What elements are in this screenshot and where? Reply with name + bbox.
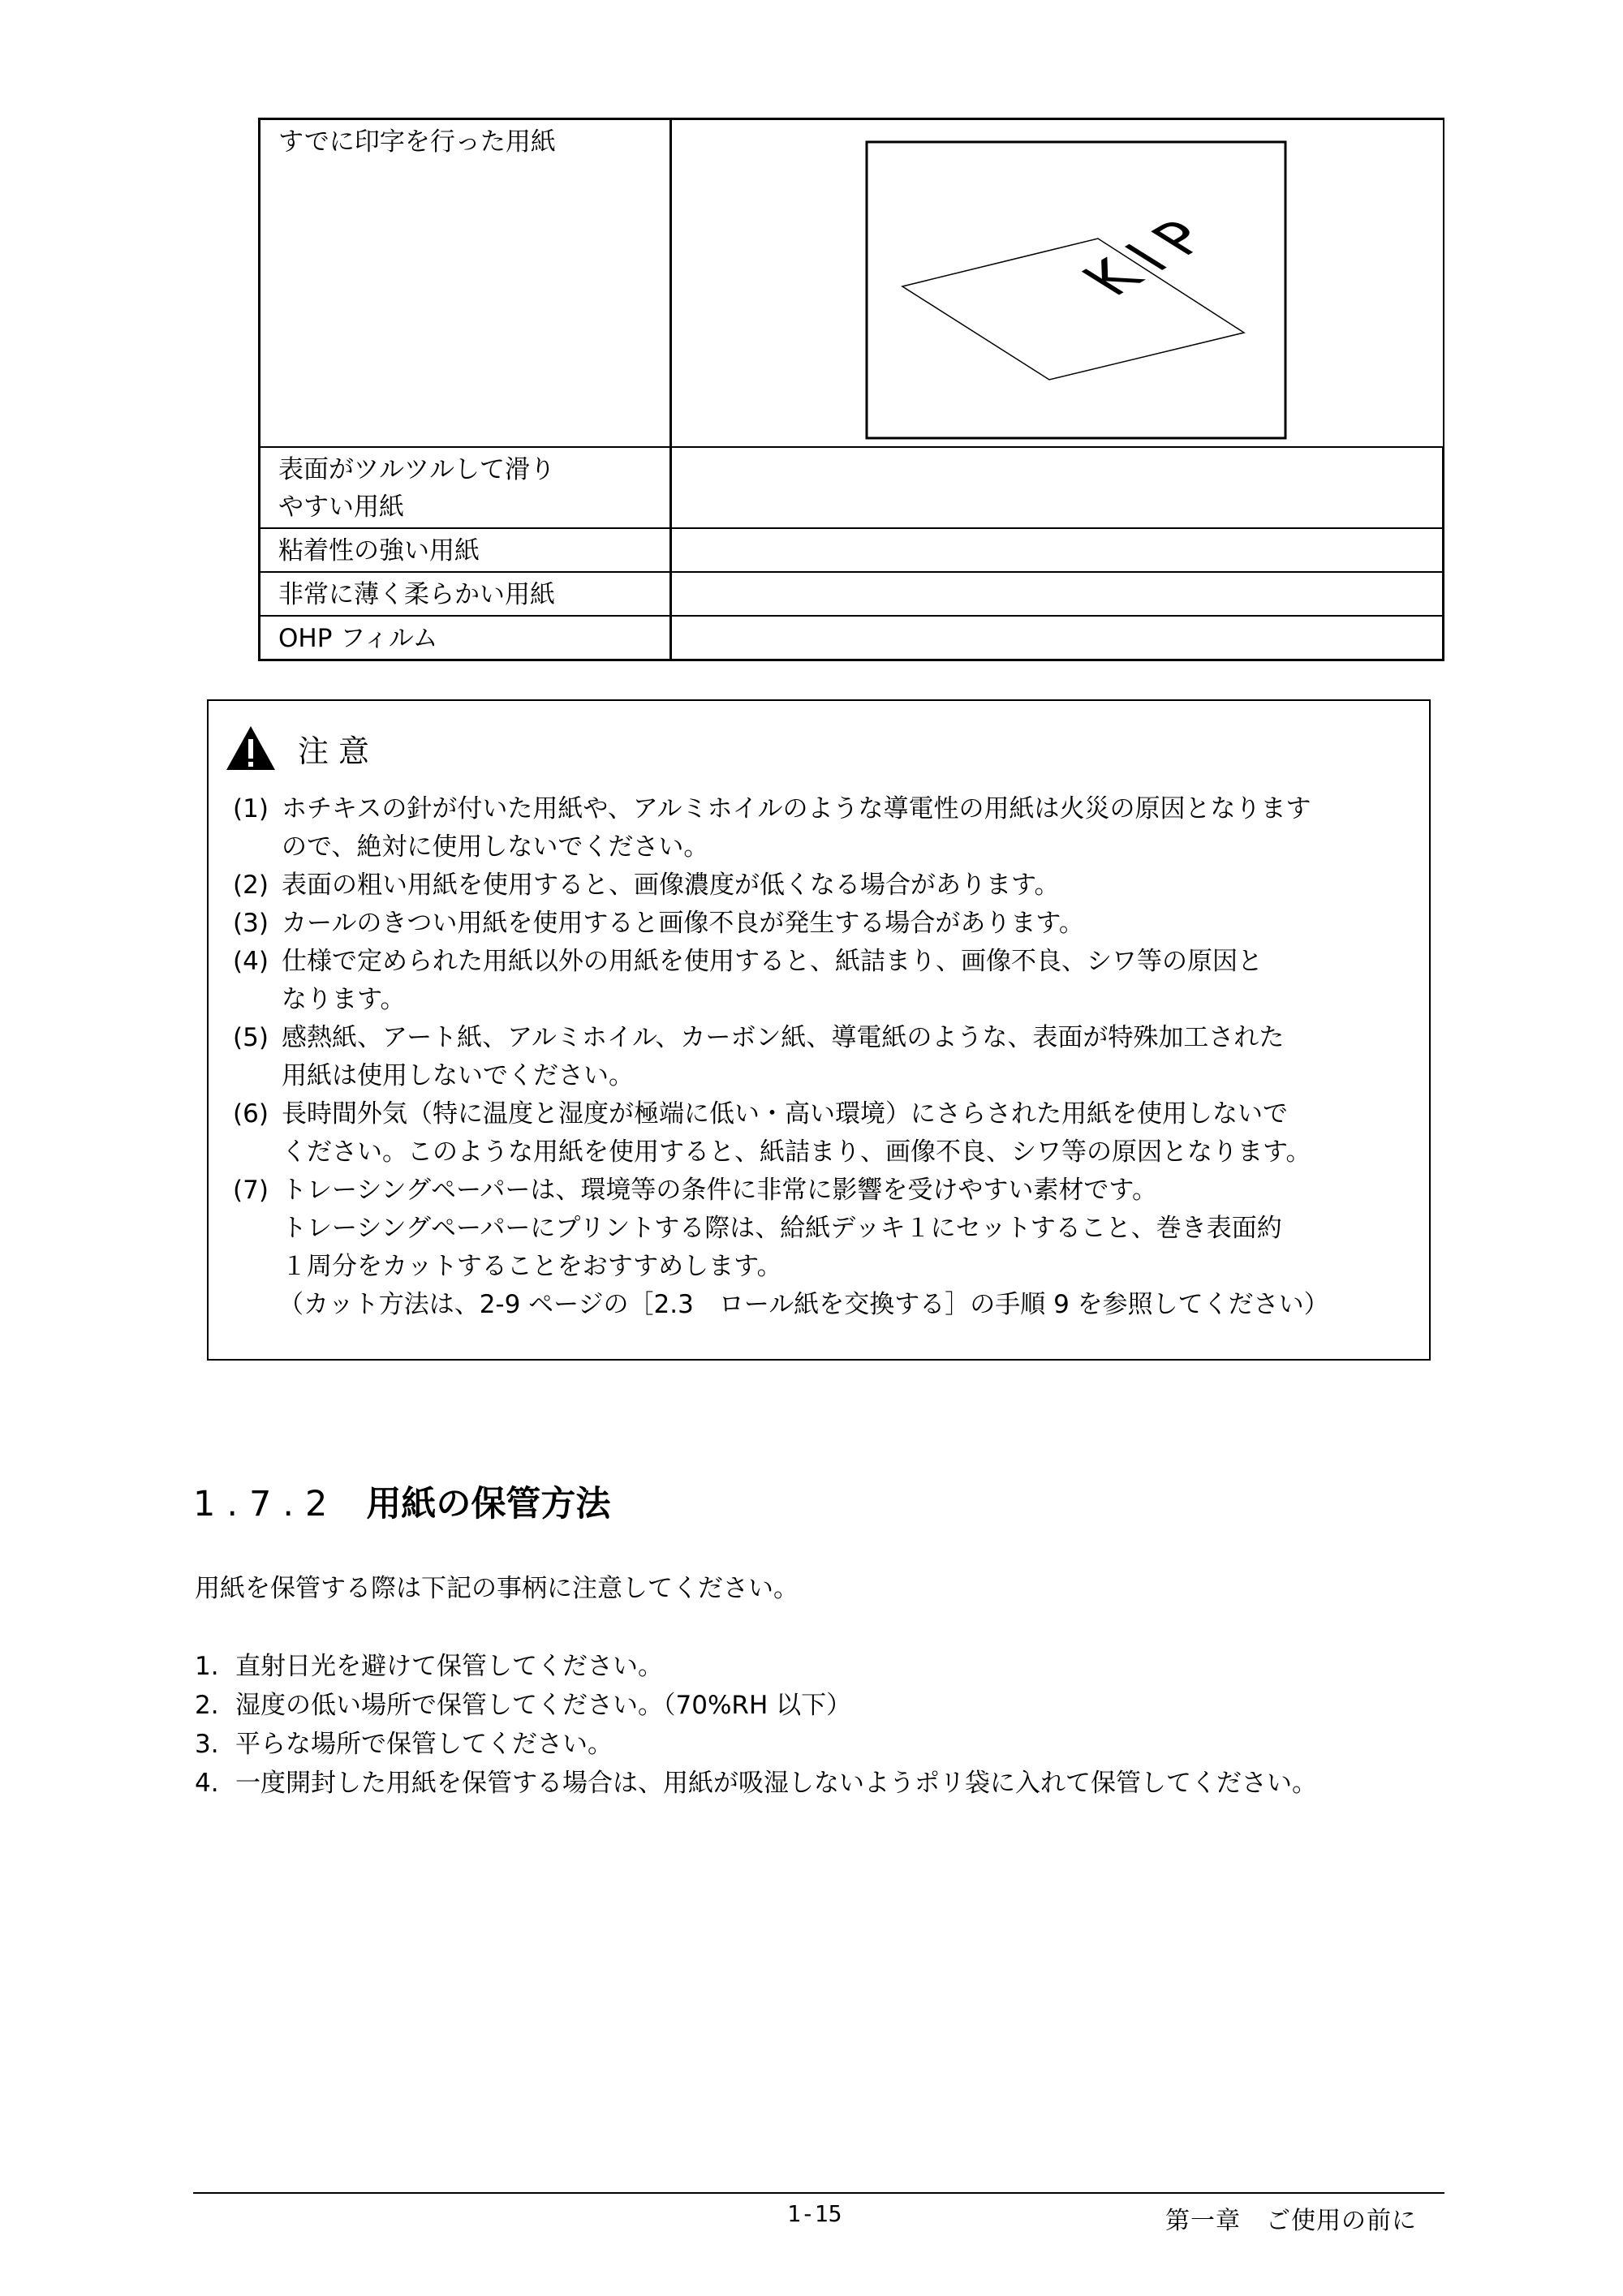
unsuitable-paper-table xyxy=(258,118,1444,661)
list-item xyxy=(233,905,1418,943)
section-intro: 用紙を保管する際は下記の事柄に注意してください。 xyxy=(195,1574,799,1603)
paper-type-label: 非常に薄く柔らかい用紙 xyxy=(260,572,671,616)
empty-cell xyxy=(671,528,1444,572)
empty-cell xyxy=(671,616,1444,660)
item-text: 湿度の低い場所で保管してください。（70%RH 以下） xyxy=(235,1691,852,1720)
item-number: 4. xyxy=(195,1769,219,1798)
list-item xyxy=(195,1725,1317,1764)
item-text: 仕様で定められた用紙以外の用紙を使用すると、紙詰まり、画像不良、シワ等の原因と なります。 xyxy=(282,947,1263,1014)
page-number: 1-15 xyxy=(787,2200,842,2227)
list-item xyxy=(233,866,1418,905)
list-item xyxy=(233,943,1418,1019)
kip-sample-text: KIP xyxy=(1066,204,1238,306)
empty-cell xyxy=(671,447,1444,528)
item-number: (2) xyxy=(233,871,269,900)
item-text: 直射日光を避けて保管してください。 xyxy=(235,1652,663,1681)
item-number: (6) xyxy=(233,1099,269,1129)
chapter-title: 第一章 ご使用の前に xyxy=(1165,2207,1417,2235)
paper-type-label: OHP フィルム xyxy=(260,616,671,660)
section-heading xyxy=(193,1477,610,1526)
caution-note: （カット方法は、2-9 ページの［2.3 ロール紙を交換する］の手順 9 を参照してください） xyxy=(278,1290,1329,1319)
item-text: 感熱紙、アート紙、アルミホイル、カーボン紙、導電紙のような、表面が特殊加工された 用紙は使用しないでください。 xyxy=(282,1023,1285,1090)
table-row xyxy=(260,572,1444,616)
item-text: 長時間外気（特に温度と湿度が極端に低い・高い環境）にさらされた用紙を使用しないで ください。このような用紙を使用すると、紙詰まり、画像不良、シワ等の原因となります。 xyxy=(282,1099,1311,1167)
item-number: (3) xyxy=(233,909,269,938)
caution-list xyxy=(233,790,1418,1324)
caution-title: 注意 xyxy=(298,733,380,769)
empty-cell xyxy=(671,572,1444,616)
section-title: 用紙の保管方法 xyxy=(366,1484,611,1524)
item-text: ホチキスの針が付いた用紙や、アルミホイルのような導電性の用紙は火災の原因となります ので、絶対に使用しないでください。 xyxy=(282,794,1311,862)
list-item xyxy=(195,1764,1317,1803)
item-number: 2. xyxy=(195,1691,219,1720)
table-row xyxy=(260,616,1444,660)
item-number: (4) xyxy=(233,947,269,976)
printed-paper-illustration-cell xyxy=(671,119,1444,448)
item-number: 3. xyxy=(195,1730,219,1759)
list-item xyxy=(195,1686,1317,1725)
warning-triangle-icon xyxy=(225,724,277,772)
paper-type-label: すでに印字を行った用紙 xyxy=(260,119,671,448)
list-item xyxy=(233,1095,1418,1172)
item-text: カールのきつい用紙を使用すると画像不良が発生する場合があります。 xyxy=(282,909,1084,938)
item-text: 平らな場所で保管してください。 xyxy=(235,1730,613,1759)
printed-paper-illustration xyxy=(672,120,1444,445)
table-row xyxy=(260,119,1444,448)
list-item xyxy=(233,1172,1418,1286)
caution-box xyxy=(207,699,1431,1361)
paper-type-label: 粘着性の強い用紙 xyxy=(260,528,671,572)
item-number: 1. xyxy=(195,1652,219,1681)
item-text: 表面の粗い用紙を使用すると、画像濃度が低くなる場合があります。 xyxy=(282,871,1060,900)
footer-divider xyxy=(193,2192,1444,2194)
caution-header xyxy=(225,722,379,774)
list-item xyxy=(233,790,1418,866)
table-row xyxy=(260,447,1444,528)
section-number: 1.7.2 xyxy=(193,1484,339,1524)
list-item xyxy=(233,1019,1418,1095)
table-row xyxy=(260,528,1444,572)
storage-list xyxy=(195,1647,1317,1803)
item-text: トレーシングペーパーは、環境等の条件に非常に影響を受けやすい素材です。 トレーシングペーパーにプリントする際は、給紙デッキ１にセットすること、巻き表面約 １周分をカットすることをおすすめします。 xyxy=(282,1176,1282,1281)
item-number: (5) xyxy=(233,1023,269,1052)
item-number: (7) xyxy=(233,1176,269,1205)
paper-type-label: 表面がツルツルして滑り やすい用紙 xyxy=(260,447,671,528)
list-item xyxy=(195,1647,1317,1686)
item-text: 一度開封した用紙を保管する場合は、用紙が吸湿しないようポリ袋に入れて保管してください。 xyxy=(235,1769,1317,1798)
item-number: (1) xyxy=(233,794,269,823)
